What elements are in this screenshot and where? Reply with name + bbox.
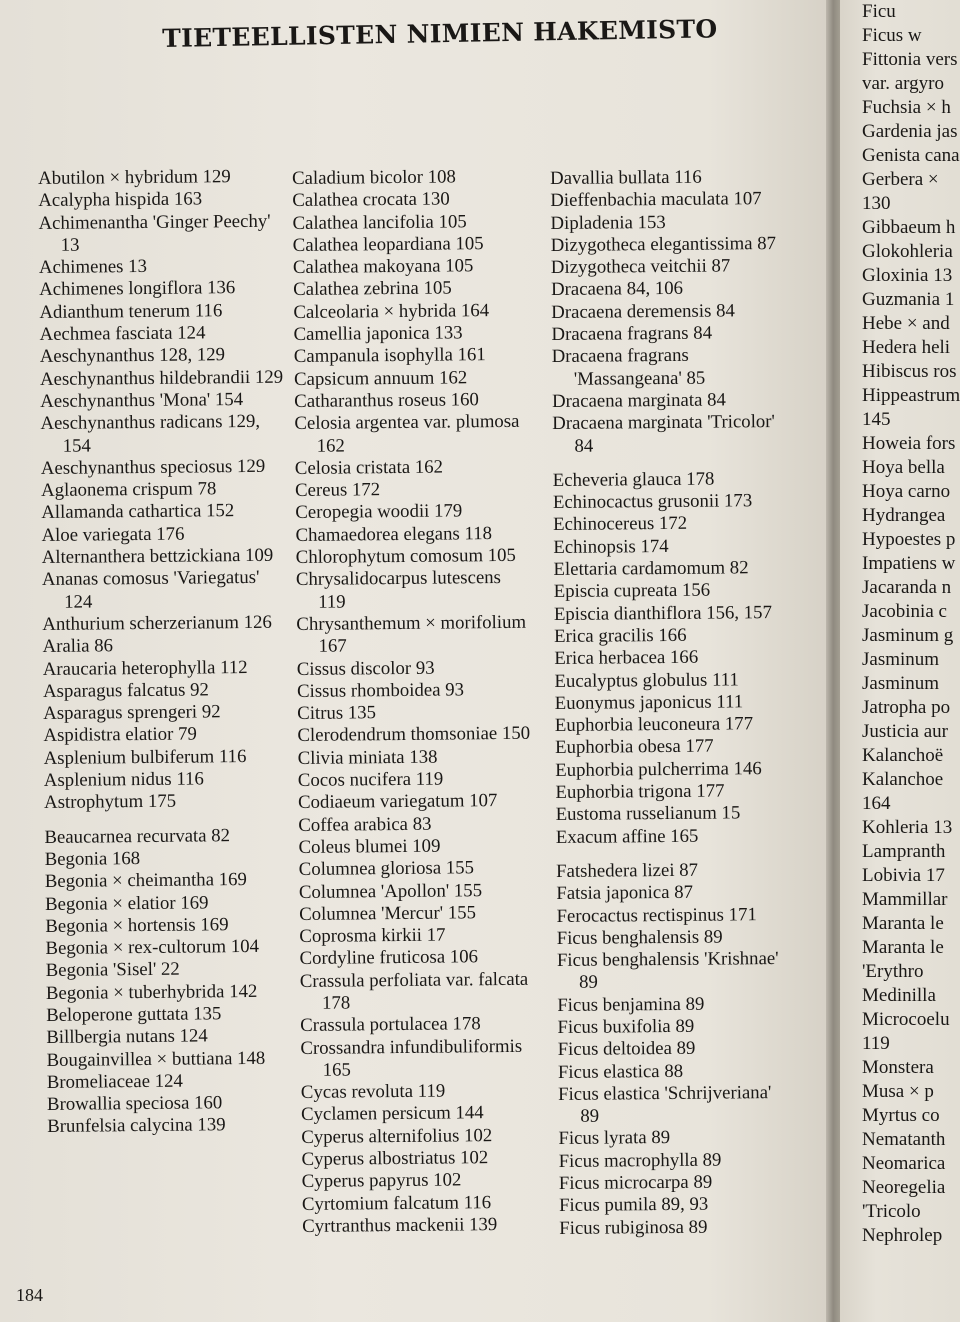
index-entry: Eustoma russelianum 15	[555, 802, 741, 826]
index-entry: Fatshedera lizei 87	[556, 859, 699, 882]
index-entry: Asplenium nidus 116	[43, 768, 204, 791]
index-entry: Cyrtranthus mackenii 139	[302, 1214, 498, 1237]
index-entry: Begonia × cheimantha 169	[44, 869, 247, 893]
index-entry: Euonymus japonicus 111	[554, 691, 744, 714]
right-page-fragment: Nephrolep	[862, 1225, 943, 1246]
right-page-fragment: Kalanchoe	[862, 769, 944, 790]
right-page	[840, 0, 960, 1322]
index-entry: Dracaena marginata 84	[551, 389, 726, 412]
index-entry: Achimenes 13	[38, 256, 148, 279]
right-page-fragment: Maranta le	[862, 937, 944, 958]
index-entry: Erica gracilis 166	[553, 624, 687, 647]
index-entry: Ficus macrophylla 89	[558, 1149, 722, 1172]
index-entry: Ficus deltoidea 89	[557, 1038, 696, 1061]
index-entry: Erica herbacea 166	[554, 646, 699, 670]
right-page-fragment: Kalanchoë	[862, 745, 944, 766]
right-page-fragment: Hippeastrum	[862, 385, 960, 406]
index-entry: Ficus lyrata 89	[558, 1127, 671, 1150]
index-entry: Capsicum annuum 162	[293, 367, 468, 390]
right-page-fragment: Gardenia jas	[862, 121, 958, 142]
right-page-fragment: Maranta le	[862, 913, 944, 934]
index-entry: Eucalyptus globulus 111	[554, 668, 739, 692]
index-entry: Chrysanthemum × morifolium 167	[296, 611, 527, 658]
index-entry: Cyperus albostriatus 102	[301, 1147, 489, 1171]
index-entry: Cyclamen persicum 144	[300, 1102, 484, 1126]
index-entry: Begonia × tuberhybrida 142	[45, 980, 258, 1004]
index-entry: Astrophytum 175	[43, 791, 177, 814]
right-page-fragment: Guzmania 1	[862, 289, 955, 310]
index-entry: Ficus elastica 'Schrijveriana' 89	[557, 1081, 772, 1127]
index-entry: Cyperus papyrus 102	[301, 1169, 462, 1193]
right-page-fragment: Hydrangea	[862, 505, 946, 526]
index-entry: Celosia cristata 162	[294, 456, 444, 479]
index-entry: Dracaena fragrans 'Massangeana' 85	[551, 345, 706, 390]
right-page-fragment: Gerbera ×	[862, 169, 939, 190]
index-entry: Episcia cupreata 156	[553, 579, 711, 603]
right-page-fragment: Ficus w	[862, 25, 922, 46]
index-entry: Asparagus falcatus 92	[42, 679, 209, 702]
index-entry: Coleus blumei 109	[298, 835, 441, 858]
right-page-fragment: Jatropha po	[862, 697, 951, 718]
index-entry: Cissus discolor 93	[296, 657, 435, 680]
right-page-fragment: Monstera	[862, 1057, 934, 1078]
right-page-fragment: 119	[862, 1033, 890, 1054]
index-entry: Bromeliaceae 124	[46, 1070, 183, 1093]
index-entry: Begonia × hortensis 169	[45, 914, 229, 937]
right-page-fragment: Hibiscus ros	[862, 361, 957, 382]
index-entry: Aechmea fasciata 124	[39, 322, 206, 346]
index-entry: Chrysalidocarpus lutescens 119	[295, 567, 502, 613]
index-entry: Dracaena fragrans 84	[551, 322, 713, 346]
right-page-fragment: Musa × p	[862, 1081, 934, 1102]
index-entry: Ferocactus rectispinus 171	[556, 903, 757, 927]
index-entry: Calathea makoyana 105	[292, 255, 474, 279]
index-entry: Ficus pumila 89, 93	[558, 1194, 709, 1217]
right-page-fragment: 130	[862, 193, 891, 214]
index-entry: Fatsia japonica 87	[556, 881, 694, 905]
page-title: TIETEELLISTEN NIMIEN HAKEMISTO	[162, 14, 718, 53]
index-entry: Cordyline fruticosa 106	[299, 946, 479, 970]
index-entry: Crassula perfoliata var. falcata 178	[299, 968, 529, 1014]
right-page-fragment: 145	[862, 409, 891, 430]
index-entry: Achimenantha 'Ginger Peechy' 13	[38, 210, 271, 256]
right-page-fragment: Medinilla	[862, 985, 936, 1006]
index-entry: Clerodendrum thomsoniae 150	[297, 723, 531, 747]
index-entry: Araucaria heterophylla 112	[42, 656, 248, 680]
right-page-fragment: Lobivia 17	[862, 865, 945, 886]
index-entry: Ananas comosus 'Variegatus' 124	[41, 567, 260, 613]
index-entry: Aeschynanthus 128, 129	[39, 344, 226, 368]
right-page-fragment: Impatiens w	[862, 553, 956, 574]
index-entry: Crossandra infundibuliformis 165	[300, 1035, 523, 1081]
index-entry: Calathea crocata 130	[292, 188, 450, 212]
index-entry: Asparagus sprengeri 92	[43, 701, 221, 725]
index-entry: Ficus elastica 88	[557, 1060, 684, 1083]
right-page-fragment: Fittonia vers	[862, 49, 958, 70]
index-entry: Cyperus alternifolius 102	[301, 1124, 493, 1148]
right-page-fragment: var. argyro	[862, 73, 944, 94]
right-page-fragment: Gloxinia 13	[862, 265, 953, 286]
right-page-fragment: Jasminum	[862, 649, 940, 670]
index-entry: Aeschynanthus speciosus 129	[40, 455, 266, 479]
right-page-fragments	[862, 0, 960, 1248]
index-entry: Calathea zebrina 105	[293, 277, 452, 301]
index-entry: Cocos nucifera 119	[297, 768, 444, 791]
index-column-3	[550, 166, 791, 1240]
index-entry: Alternanthera bettzickiana 109	[41, 544, 274, 569]
index-entry: Chlorophytum comosum 105	[295, 544, 517, 569]
right-page-fragment: Mammillar	[862, 889, 948, 910]
index-entry: Cyrtomium falcatum 116	[301, 1191, 492, 1215]
index-entry: Asplenium bulbiferum 116	[43, 745, 247, 769]
index-entry: Cycas revoluta 119	[300, 1080, 446, 1104]
right-page-fragment: Glokohleria	[862, 241, 953, 262]
index-entry: Echinocereus 172	[553, 513, 688, 536]
right-page-fragment: Hypoestes p	[862, 529, 956, 550]
index-entry: Exacum affine 165	[555, 825, 699, 848]
right-page-fragment: Jacaranda n	[862, 577, 952, 598]
right-page-fragment: 'Erythro	[862, 961, 924, 982]
index-entry: Aeschynanthus 'Mona' 154	[40, 389, 244, 412]
index-entry: Chamaedorea elegans 118	[295, 522, 493, 546]
index-entry: Coffea arabica 83	[298, 813, 432, 836]
index-entry: Clivia miniata 138	[297, 746, 438, 769]
index-entry: Coprosma kirkii 17	[299, 924, 446, 948]
right-page-fragment: Jasminum g	[862, 625, 954, 646]
index-entry: Elettaria cardamomum 82	[553, 557, 749, 581]
index-entry: Ficus benghalensis 'Krishnae' 89	[556, 948, 779, 994]
index-entry: Cereus 172	[294, 479, 381, 502]
index-entry: Aeschynanthus hildebrandii 129	[39, 366, 284, 390]
right-page-fragment: 'Tricolo	[862, 1201, 921, 1222]
index-entry: Aspidistra elatior 79	[43, 723, 197, 747]
index-entry: Citrus 135	[297, 702, 377, 725]
index-entry: Allamanda cathartica 152	[41, 500, 235, 524]
right-page-fragment: Hoya bella	[862, 457, 945, 478]
index-entry: Bougainvillea × buttiana 148	[46, 1047, 266, 1071]
index-entry: Columnea 'Apollon' 155	[298, 879, 483, 903]
right-page-fragment: Neoregelia	[862, 1177, 946, 1198]
index-entry: Billbergia nutans 124	[46, 1025, 208, 1049]
right-page-fragment: Hebe × and	[862, 313, 950, 334]
index-entry: Aloe variegata 176	[41, 523, 185, 546]
index-entry: Celosia argentea var. plumosa 162	[294, 411, 520, 457]
right-page-fragment: Nematanth	[862, 1129, 946, 1150]
right-page-fragment: Fuchsia × h	[862, 97, 951, 118]
index-entry: Catharanthus roseus 160	[294, 389, 479, 412]
index-entry: Ficus benjamina 89	[557, 993, 705, 1016]
index-entry: Dizygotheca elegantissima 87	[550, 232, 777, 256]
right-page-fragment: Microcoelu	[862, 1009, 950, 1030]
index-entry: Dracaena marginata 'Tricolor' 84	[552, 411, 775, 457]
right-page-fragment: Justicia aur	[862, 721, 949, 742]
right-page-fragment: Jasminum	[862, 673, 940, 694]
index-entry: Echinocactus grusonii 173	[552, 490, 753, 514]
index-entry: Caladium bicolor 108	[292, 166, 456, 189]
index-entry: Begonia × rex-cultorum 104	[45, 936, 260, 960]
index-entry: Columnea 'Mercur' 155	[299, 902, 477, 925]
index-column-1	[38, 166, 297, 1139]
index-entry: Episcia dianthiflora 156, 157	[553, 601, 773, 625]
right-page-fragment: Neomarica	[862, 1153, 946, 1174]
index-entry: Ceropegia woodii 179	[295, 500, 463, 524]
index-entry: Aeschynanthus radicans 129, 154	[40, 411, 261, 457]
index-entry: Camellia japonica 133	[293, 322, 463, 346]
index-entry: Echinopsis 174	[553, 535, 669, 558]
index-entry: Echeveria glauca 178	[552, 468, 715, 491]
index-entry: Begonia × elatior 169	[44, 891, 209, 915]
index-entry: Euphorbia leuconeura 177	[554, 713, 754, 737]
index-entry: Euphorbia obesa 177	[554, 736, 714, 759]
right-page-fragment: 164	[862, 793, 891, 814]
index-entry: Campanula isophylla 161	[293, 344, 486, 368]
index-entry: Ficus buxifolia 89	[557, 1015, 695, 1038]
index-entry: Calathea leopardiana 105	[292, 233, 484, 256]
right-page-fragment: Ficu	[862, 1, 896, 22]
index-column-2	[292, 166, 538, 1238]
index-entry: Brunfelsia calycina 139	[47, 1114, 226, 1138]
index-entry: Beloperone guttata 135	[46, 1003, 222, 1026]
right-page-fragment: Genista cana	[862, 145, 960, 166]
index-entry: Achimenes longiflora 136	[39, 277, 236, 301]
index-entry: Acalypha hispida 163	[38, 188, 203, 212]
right-page-fragment: Hoya carno	[862, 481, 951, 502]
index-entry: Davallia bullata 116	[550, 166, 702, 189]
index-entry: Aglaonema crispum 78	[40, 478, 217, 502]
index-entry: Calathea lancifolia 105	[292, 210, 467, 234]
index-entry: Browallia speciosa 160	[46, 1092, 223, 1116]
right-page-fragment: Jacobinia c	[862, 601, 947, 622]
index-entry: Euphorbia trigona 177	[555, 780, 725, 803]
right-page-fragment: Lampranth	[862, 841, 946, 862]
index-entry: Dieffenbachia maculata 107	[550, 188, 762, 212]
index-entry: Dizygotheca veitchii 87	[550, 255, 731, 279]
right-page-fragment: Hedera heli	[862, 337, 951, 358]
index-entry: Euphorbia pulcherrima 146	[555, 757, 762, 781]
index-entry: Ficus benghalensis 89	[556, 926, 723, 949]
index-entry: Anthurium scherzerianum 126	[42, 611, 272, 635]
index-entry: Beaucarnea recurvata 82	[44, 824, 231, 848]
page-number: 184	[16, 1285, 43, 1305]
index-entry: Aralia 86	[42, 635, 114, 658]
right-page-fragment: Kohleria 13	[862, 817, 953, 838]
index-entry: Dipladenia 153	[550, 211, 666, 234]
right-page-fragment: Gibbaeum h	[862, 217, 956, 238]
index-entry: Abutilon × hybridum 129	[38, 166, 231, 189]
index-entry: Begonia 168	[44, 847, 141, 870]
index-entry: Ficus microcarpa 89	[558, 1171, 713, 1195]
right-page-fragment: Howeia fors	[862, 433, 956, 454]
index-entry: Cissus rhomboidea 93	[296, 679, 465, 702]
index-entry: Begonia 'Sisel' 22	[45, 959, 180, 982]
index-entry: Crassula portulacea 178	[300, 1013, 481, 1037]
right-page-fragment: Myrtus co	[862, 1105, 940, 1126]
index-entry: Adianthum tenerum 116	[39, 300, 223, 323]
index-entry: Dracaena deremensis 84	[551, 300, 735, 323]
index-entry: Codiaeum variegatum 107	[297, 790, 498, 814]
index-entry: Ficus rubiginosa 89	[559, 1216, 708, 1239]
index-entry: Calceolaria × hybrida 164	[293, 299, 490, 323]
index-entry: Dracaena 84, 106	[550, 278, 684, 301]
index-entry: Columnea gloriosa 155	[298, 857, 475, 881]
